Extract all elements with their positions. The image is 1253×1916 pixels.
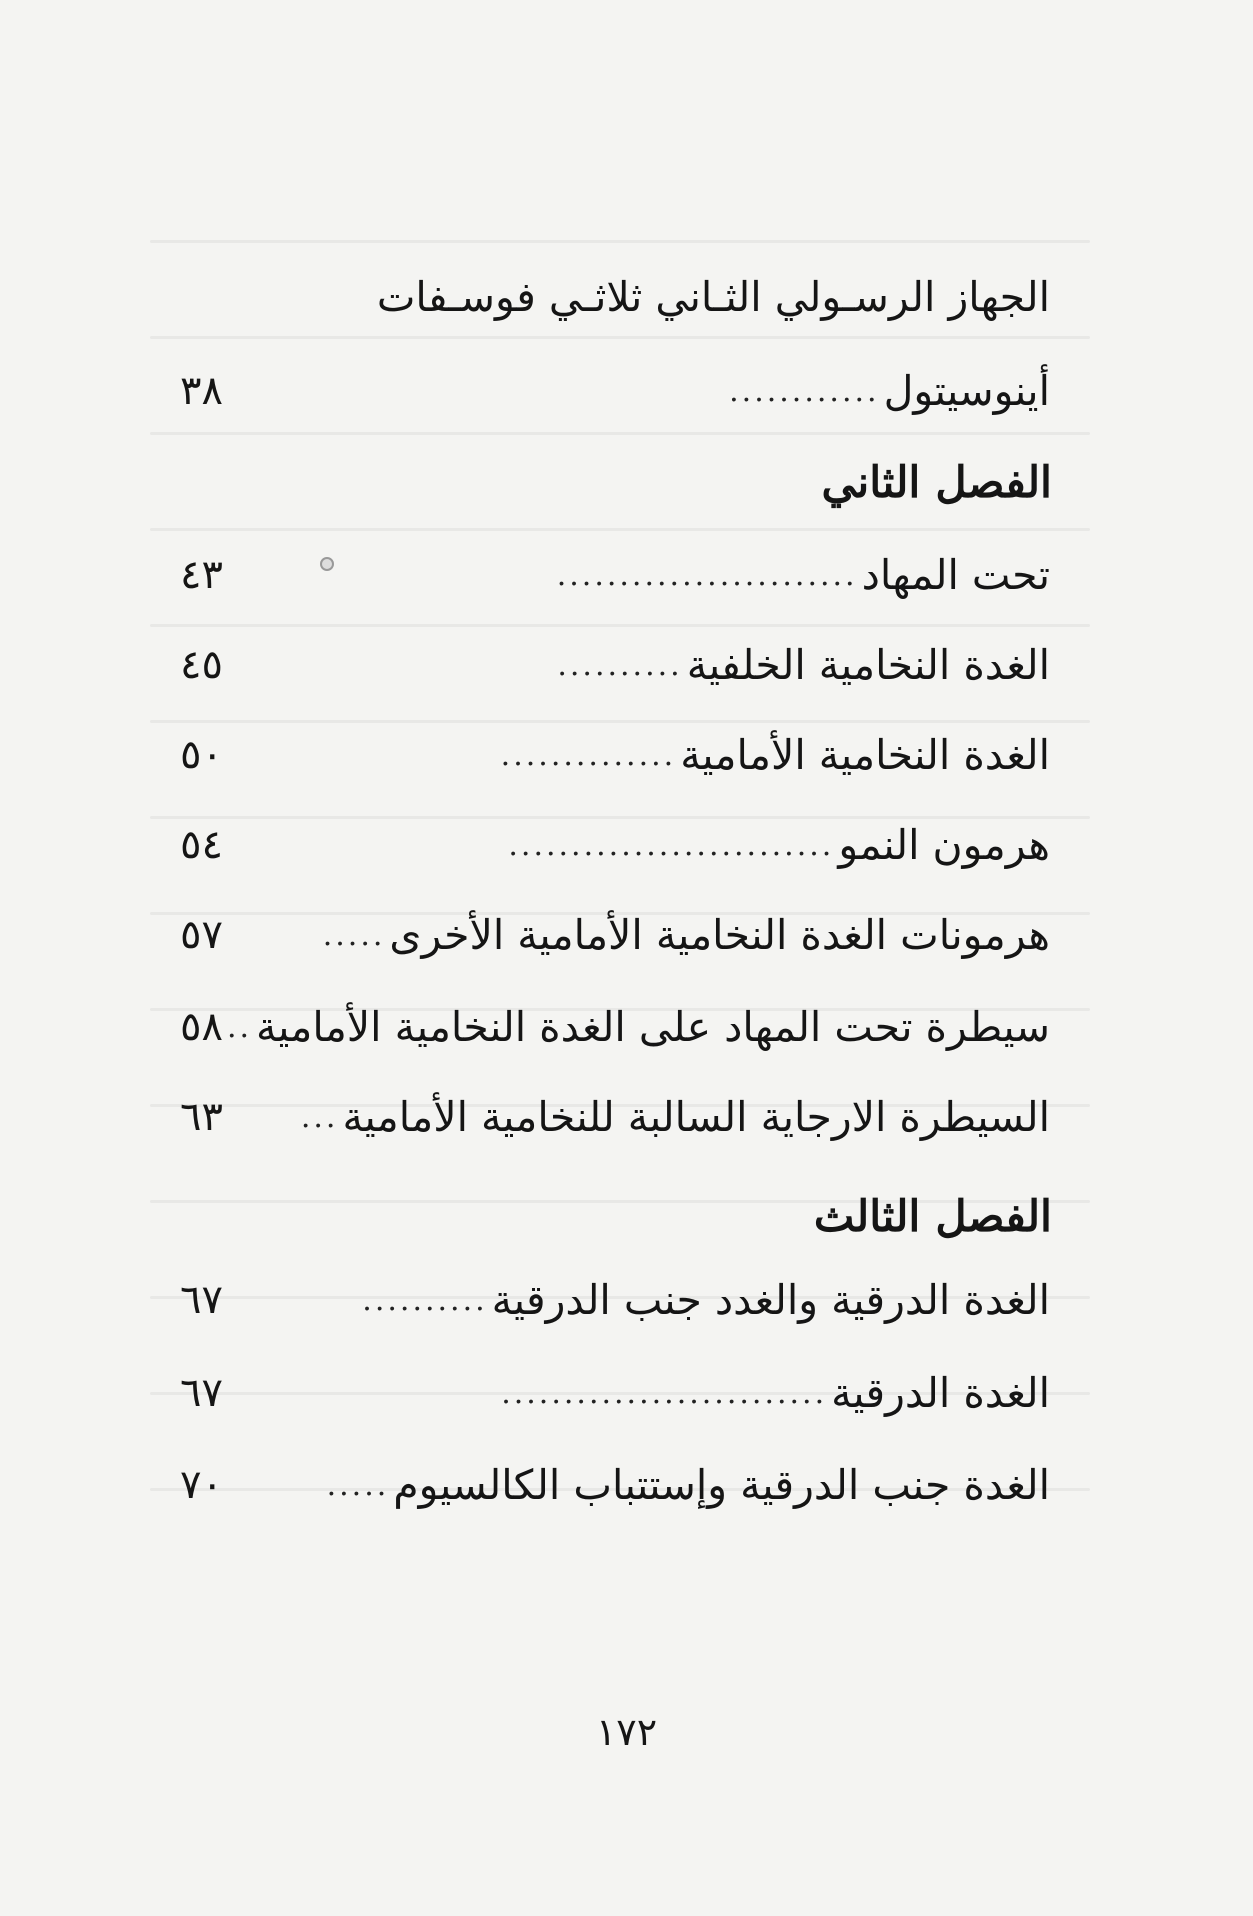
toc-leader-dots: ........................	[556, 557, 858, 593]
toc-entry-title: السيطرة الارجاية السالبة للنخامية الأمامية	[342, 1093, 1050, 1141]
toc-page-number: ٥٨	[180, 1004, 223, 1050]
chapter-heading: الفصل الثاني	[821, 458, 1052, 508]
chapter-heading: الفصل الثالث	[813, 1192, 1052, 1242]
toc-leader-dots: ...	[300, 1099, 339, 1135]
toc-entry	[180, 540, 1050, 610]
toc-leader-dots: ............	[729, 373, 880, 409]
page-number-footer: ١٧٢	[595, 1710, 658, 1754]
toc-entry-title: هرمونات الغدة النخامية الأمامية الأخرى	[389, 911, 1050, 959]
toc-entry-title: الغدة النخامية الأمامية	[680, 731, 1050, 779]
toc-entry	[180, 1358, 1050, 1428]
toc-entry-title: سيطرة تحت المهاد على الغدة النخامية الأمامية	[256, 1003, 1050, 1051]
toc-page-number: ٤٣	[180, 552, 223, 598]
toc-leader-dots: ..........................	[508, 827, 835, 863]
toc-page-number: ٦٧	[180, 1277, 223, 1323]
toc-entry-title: الغدة جنب الدرقية وإستتباب الكالسيوم	[393, 1461, 1050, 1509]
toc-leader-dots: ..	[226, 1009, 253, 1045]
toc-entry	[180, 1450, 1050, 1520]
toc-entry-title: الغدة النخامية الخلفية	[686, 641, 1050, 689]
toc-entry-title: الغدة الدرقية والغدد جنب الدرقية	[491, 1276, 1050, 1324]
toc-continuation-line: الجهاز الرسـولي الثـاني ثلاثـي فوسـفات	[376, 273, 1050, 321]
toc-entry	[180, 992, 1050, 1062]
toc-entry	[180, 900, 1050, 970]
toc-leader-dots: ..............	[500, 737, 677, 773]
toc-page-number: ٥٧	[180, 912, 223, 958]
toc-entry-title: أينوسيتول	[883, 367, 1050, 415]
toc-page-number: ٦٣	[180, 1094, 223, 1140]
toc-leader-dots: ..........	[557, 647, 683, 683]
toc-page-number: ٥٤	[180, 822, 223, 868]
toc-entry	[180, 1082, 1050, 1152]
toc-entry-title: تحت المهاد	[861, 551, 1050, 599]
toc-entry	[180, 720, 1050, 790]
toc-entry	[180, 356, 1050, 426]
toc-leader-dots: .....	[326, 1467, 390, 1503]
toc-page-number: ٤٥	[180, 642, 223, 688]
toc-entry	[180, 1265, 1050, 1335]
paper-spot-mark	[320, 557, 334, 571]
toc-page-number: ٧٠	[180, 1462, 223, 1508]
toc-entry-title: الغدة الدرقية	[831, 1369, 1050, 1417]
toc-leader-dots: ..........................	[501, 1375, 828, 1411]
toc-leader-dots: ..........	[362, 1282, 488, 1318]
toc-entry	[180, 630, 1050, 700]
toc-entry-title: هرمون النمو	[838, 821, 1050, 869]
toc-page-number: ٦٧	[180, 1370, 223, 1416]
toc-leader-dots: .....	[322, 917, 386, 953]
toc-page-number: ٥٠	[180, 732, 223, 778]
toc-entry	[180, 810, 1050, 880]
toc-page-number: ٣٨	[180, 368, 223, 414]
